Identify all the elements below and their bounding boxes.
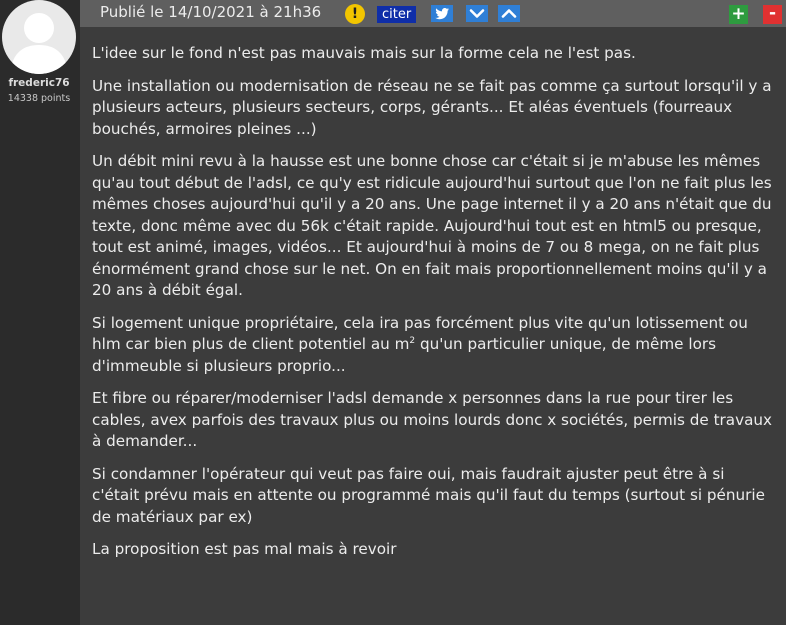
paragraph: Et fibre ou réparer/moderniser l'adsl demande x personnes dans la rue pour tirer les cables, avex parfois des travaux plus ou moins lourds donc x sociétés, permis de travaux à demander... [92, 389, 772, 450]
paragraph: L'idee sur le fond n'est pas mauvais mais sur la forme cela ne l'est pas. [92, 44, 636, 62]
chevron-down-icon [466, 5, 488, 22]
paragraph-text: Si logement unique propriétaire, cela ira pas forcément plus vite qu'un lotissement ou hlm car bien plus de client potentiel au m [92, 313, 748, 353]
chevron-up-icon [498, 5, 520, 22]
post [80, 0, 786, 625]
upvote-button[interactable]: + [729, 5, 748, 24]
paragraph [92, 313, 776, 378]
twitter-share-button[interactable] [431, 5, 453, 22]
scroll-down-button[interactable] [466, 5, 488, 22]
paragraph: Si condamner l'opérateur qui veut pas faire oui, mais faudrait ajuster peut être à si c'était prévu mais en attente ou programmé mais qu'il faut du temps (surtout si pénurie de matériaux par ex) [92, 464, 765, 526]
downvote-button[interactable]: - [763, 5, 782, 24]
quote-button[interactable]: citer [377, 6, 416, 23]
scroll-up-button[interactable] [498, 5, 520, 22]
paragraph: Un débit mini revu à la hausse est une bonne chose car c'était si je m'abuse les mêmes qu'au tout début de l'adsl, ce qu'y est ridicule aujourd'hui surtout que l'on ne fait plus les mêmes choses aujourd'hui qu'il y a 20 ans. Une page internet il y a 20 ans n'était que du texte, donc même avec du 56k c'était rapide. Aujourd'hui tout est en html5 ou presque, tout est animé, images, vidéos... Et aujourd'hui à moins de 7 ou 8 mega, on ne fait plus énormément grand chose sur le net. On en fait mais proportionnellement moins qu'il y a 20 ans à débit égal. [92, 152, 772, 299]
paragraph-text: qu'un particulier unique, de même lors d'immeuble si plusieurs proprio... [92, 335, 717, 375]
superscript: 2 [409, 336, 416, 346]
author-sidebar [0, 0, 80, 625]
post-body [92, 43, 776, 572]
warning-icon[interactable]: ! [345, 4, 365, 24]
paragraph: Une installation ou modernisation de réseau ne se fait pas comme ça surtout lorsqu'il y a plusieurs acteurs, plusieurs secteurs, corps, gérants... Et aléas éventuels (fourreaux bouchés, armoires pleines ...) [92, 76, 772, 138]
author-points: 14338 points [7, 93, 71, 104]
post-header [80, 0, 786, 27]
avatar[interactable] [2, 0, 76, 74]
post-date: Publié le 14/10/2021 à 21h36 [100, 3, 322, 21]
author-name[interactable]: frederic76 [8, 77, 70, 89]
twitter-icon [431, 5, 453, 22]
user-silhouette-icon [2, 0, 76, 74]
paragraph: La proposition est pas mal mais à revoir [92, 540, 397, 558]
